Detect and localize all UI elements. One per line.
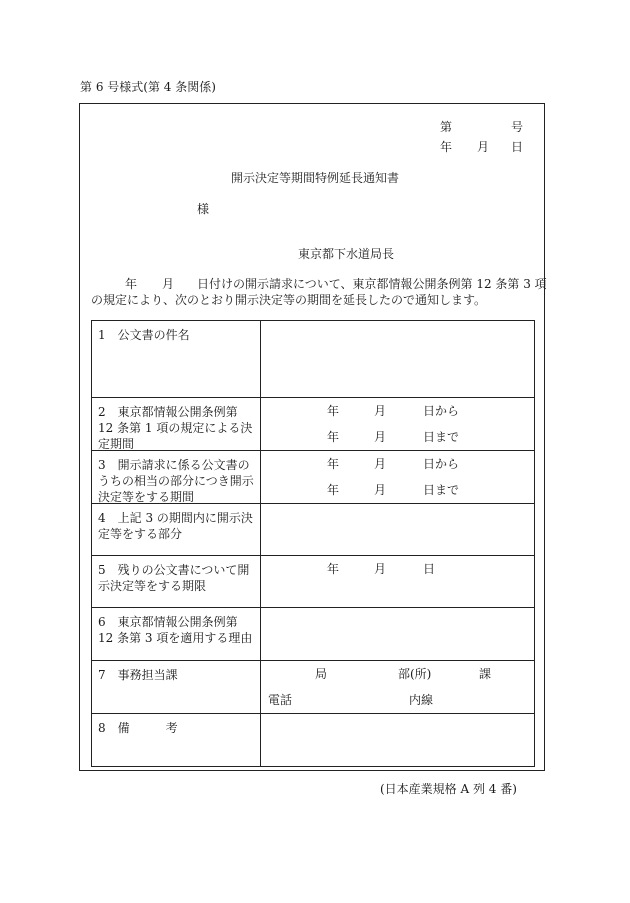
body-year: 年 [125,277,138,291]
contact-extension: 内線 [409,693,434,707]
subject-value [261,321,534,397]
table-row [92,398,535,451]
number-prefix: 第 [440,120,453,134]
table-row [92,714,535,767]
partial-portion-value [261,504,534,555]
header-month: 月 [477,140,490,154]
body-line-1: 日付けの開示請求について、東京都情報公開条例第 12 条第 3 項 [197,277,547,291]
row-label-remarks: 8 備 考 [98,721,178,735]
table-row [92,504,535,556]
to-month: 月 [374,483,387,497]
to-month: 月 [374,430,387,444]
deadline-day: 日 [423,562,436,576]
remarks-value [261,714,534,766]
body-line-2: の規定により、次のとおり開示決定等の期間を延長したので通知します。 [91,293,487,307]
table-row [92,661,535,714]
row-label-partial-portion: 4 上記 3 の期間内に開示決定等をする部分 [98,511,253,541]
deadline-year: 年 [327,562,340,576]
row-label-partial-period: 3 開示請求に係る公文書のうちの相当の部分につき開示決定等をする期間 [98,458,254,504]
from-day: 日から [423,404,460,418]
table-row [92,451,535,504]
row-label-remaining-deadline: 5 残りの公文書について開示決定等をする期限 [98,563,250,593]
body-month: 月 [162,277,175,291]
contact-section: 課 [479,667,492,681]
addressee-suffix: 様 [197,202,210,216]
deadline-month: 月 [374,562,387,576]
row-label-subject: 1 公文書の件名 [98,328,190,342]
from-year: 年 [327,404,340,418]
reason-value [261,608,534,660]
row-label-reason: 6 東京都情報公開条例第 12 条第 3 項を適用する理由 [98,615,253,645]
header-day: 日 [511,140,524,154]
document-title: 開示決定等期間特例延長通知書 [231,171,400,185]
from-day: 日から [423,457,460,471]
from-month: 月 [374,457,387,471]
to-year: 年 [327,483,340,497]
row-label-decision-period: 2 東京都情報公開条例第 12 条第 1 項の規定による決定期間 [98,405,253,451]
details-table [91,320,535,767]
table-row [92,321,535,398]
header-year: 年 [440,140,453,154]
table-row [92,608,535,661]
contact-phone: 電話 [268,693,293,707]
to-day: 日まで [423,430,460,444]
from-year: 年 [327,457,340,471]
contact-bureau: 局 [315,667,328,681]
issuer-name: 東京都下水道局長 [298,247,395,261]
from-month: 月 [374,404,387,418]
to-day: 日まで [423,483,460,497]
to-year: 年 [327,430,340,444]
row-label-contact-section: 7 事務担当課 [98,668,178,682]
paper-size-note: (日本産業規格 A 列 4 番) [380,782,517,796]
form-number: 第 6 号様式(第 4 条関係) [80,80,216,94]
number-suffix: 号 [511,120,524,134]
contact-department: 部(所) [398,667,432,681]
table-row [92,556,535,608]
